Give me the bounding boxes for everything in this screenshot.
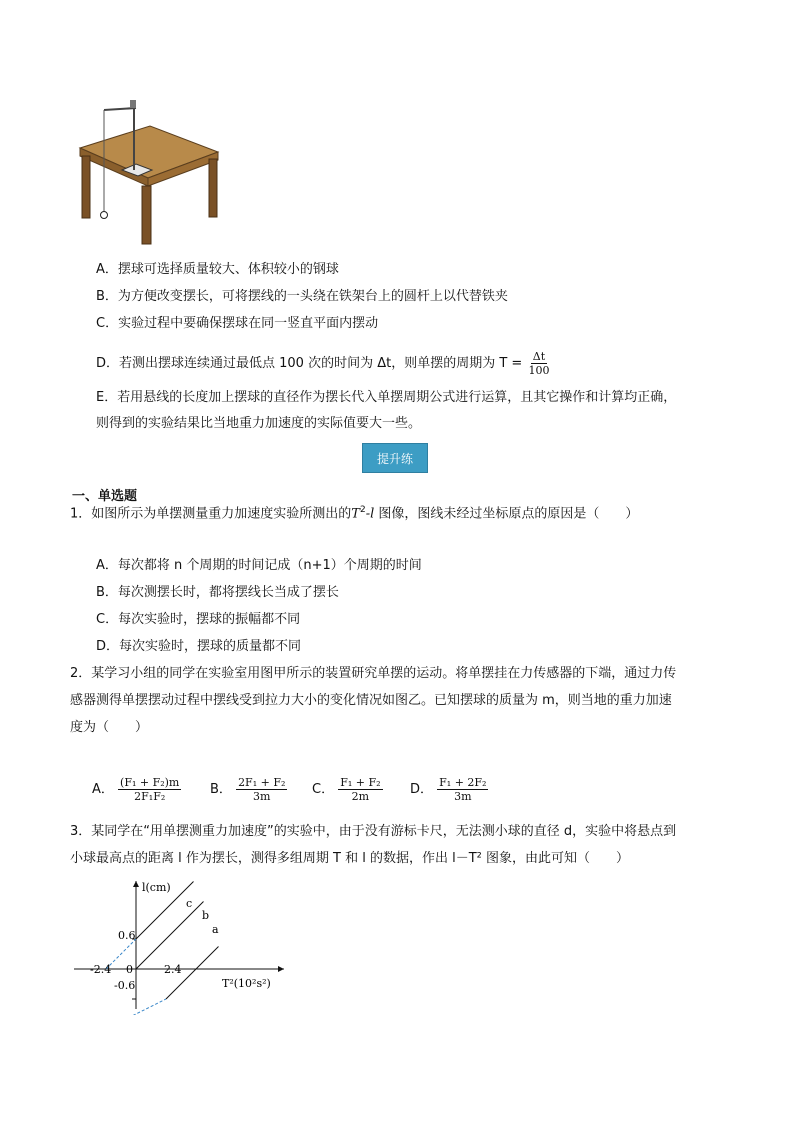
fraction-numerator: F₁ + F₂ [340, 776, 381, 789]
q2-option-d-fraction [437, 776, 488, 803]
q2-option-b-label: B． [210, 782, 232, 797]
question-1-stem [70, 500, 638, 524]
option-e-line1: E．若用悬线的长度加上摆球的直径作为摆长代入单摆周期公式进行运算，且其它操作和计算均正确， [96, 390, 677, 405]
line-label-b: b [202, 909, 210, 922]
q2-option-c-fraction [338, 776, 382, 803]
q2-line1: 2．某学习小组的同学在实验室用图甲所示的装置研究单摆的运动。将单摆挂在力传感器的下端，通过力传 [70, 666, 677, 681]
tick-label-0: 0 [126, 963, 133, 976]
fraction-denominator: 2F₁F₂ [134, 790, 166, 803]
q2-option-d-label: D． [410, 782, 434, 797]
q1-stem-l: -l [365, 506, 375, 522]
series-b-line [136, 902, 204, 970]
y-axis-label: l(cm) [142, 881, 171, 894]
option-c: C．实验过程中要确保摆球在同一竖直平面内摆动 [96, 316, 379, 331]
q2-option-a [92, 776, 181, 803]
fraction-denominator: 2m [351, 790, 370, 803]
tick-label-neg-2.4: -2.4 [90, 963, 112, 976]
option-e-line2: 则得到的实验结果比当地重力加速度的实际值要大一些。 [96, 416, 422, 431]
q2-option-d [410, 776, 488, 803]
option-d [96, 350, 551, 377]
q2-option-b [210, 776, 287, 803]
q2-option-a-fraction [118, 776, 181, 803]
l-t2-graph [70, 875, 290, 1015]
q1-option-d: D．每次实验时，摆球的质量都不同 [96, 639, 302, 654]
q2-option-c [312, 776, 383, 803]
q2-option-b-fraction [236, 776, 287, 803]
section-title: 一、单选题 [72, 489, 138, 504]
fraction-numerator: 2F₁ + F₂ [238, 776, 286, 789]
tick-label-2.4: 2.4 [164, 963, 182, 976]
fraction-denominator: 3m [454, 790, 472, 803]
q1-stem-sup: 2 [359, 505, 366, 515]
q2-line3: 度为（ ） [70, 720, 149, 735]
q2-option-a-label: A． [92, 782, 114, 797]
q1-stem-b: 图像，图线未经过坐标原点的原因是（ ） [374, 506, 639, 522]
fraction-denominator: 100 [528, 364, 550, 377]
q2-option-c-label: C． [312, 782, 335, 797]
fraction-numerator: (F₁ + F₂)m [120, 776, 180, 789]
option-d-text: D．若测出摆球连续通过最低点 100 次的时间为 Δt，则单摆的周期为 T = [96, 356, 527, 371]
q2-line2: 感器测得单摆摆动过程中摆线受到拉力大小的变化情况如图乙。已知摆球的质量为 m，则当地的重力加速 [70, 693, 672, 708]
pendulum-apparatus-figure [76, 96, 222, 248]
fraction-denominator: 3m [252, 790, 271, 803]
q1-option-b: B．每次测摆长时，都将摆线长当成了摆长 [96, 585, 339, 600]
option-d-fraction [526, 350, 551, 377]
tick-label-0.6: 0.6 [118, 929, 136, 942]
q1-option-a: A．每次都将 n 个周期的时间记成（n+1）个周期的时间 [96, 558, 422, 573]
q1-option-c: C．每次实验时，摆球的振幅都不同 [96, 612, 301, 627]
q3-line2: 小球最高点的距离 l 作为摆长，测得多组周期 T 和 l 的数据，作出 l－T² 图象，由此可知（ ） [70, 851, 629, 866]
tick-label-neg-0.6: -0.6 [114, 979, 136, 992]
line-label-a: a [212, 923, 219, 936]
x-axis-label: T²(10²s²) [222, 977, 271, 990]
option-b: B．为方便改变摆长，可将摆线的一头绕在铁架台上的圆杆上以代替铁夹 [96, 289, 508, 304]
q1-stem-t: T [351, 506, 360, 522]
line-label-c: c [186, 897, 193, 910]
fraction-numerator: F₁ + 2F₂ [439, 776, 487, 789]
q1-stem-a: 1．如图所示为单摆测量重力加速度实验所测出的 [70, 506, 352, 522]
option-a: A．摆球可选择质量较大、体积较小的钢球 [96, 262, 339, 277]
fraction-numerator: Δt [532, 350, 546, 363]
practice-button[interactable]: 提升练 [362, 443, 428, 473]
q3-line1: 3．某同学在“用单摆测重力加速度”的实验中，由于没有游标卡尺，无法测小球的直径 d，实验中将悬点到 [70, 824, 677, 839]
